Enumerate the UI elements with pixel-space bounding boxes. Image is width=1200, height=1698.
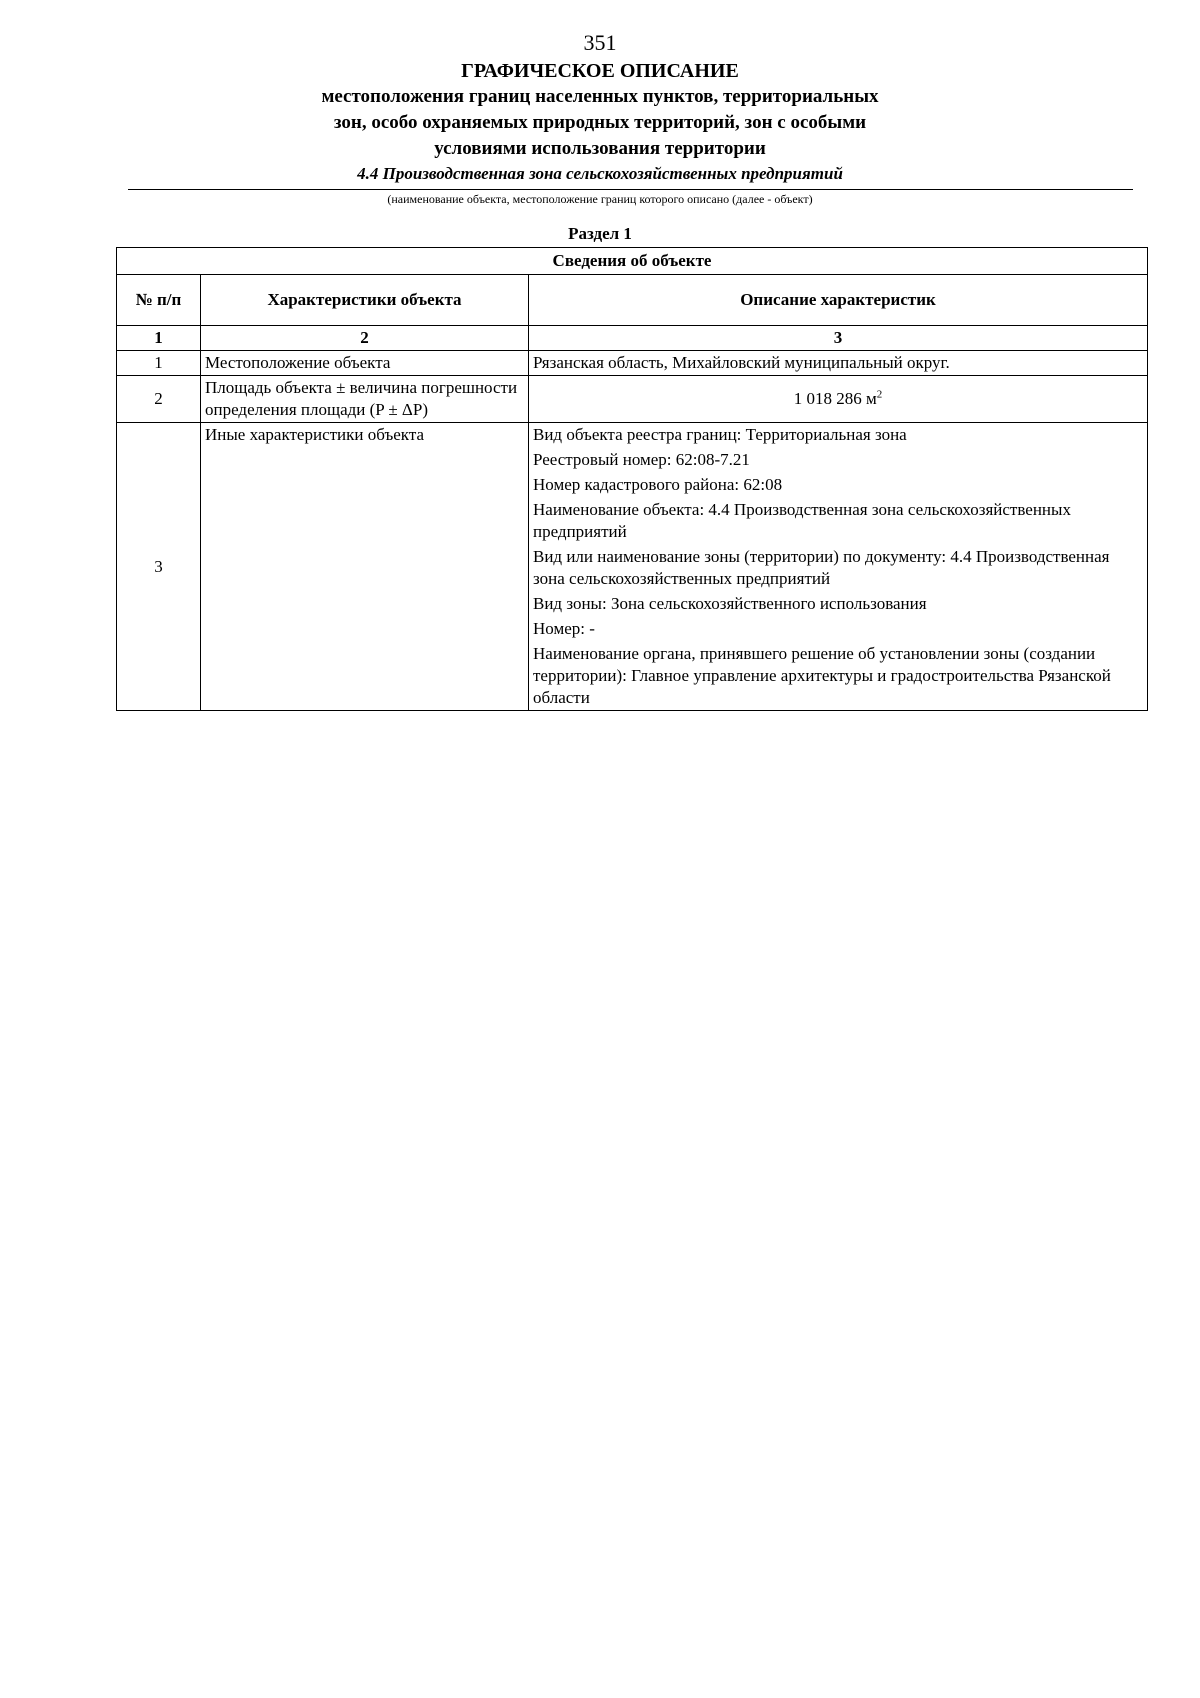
object-name: 4.4 Производственная зона сельскохозяйственных предприятий <box>357 164 843 183</box>
table-header-row <box>117 275 1148 326</box>
object-caption: (наименование объекта, местоположение границ которого описано (далее - объект) <box>387 192 813 206</box>
area-unit-superscript: 2 <box>876 388 883 401</box>
description-line: Реестровый номер: 62:08-7.21 <box>533 450 750 469</box>
column-number: 3 <box>529 326 1148 351</box>
column-number-row <box>117 326 1148 351</box>
description-line: Вид зоны: Зона сельскохозяйственного использования <box>533 594 927 613</box>
page-number: 351 <box>583 30 617 55</box>
row-characteristic: Иные характеристики объекта <box>201 423 529 711</box>
description-line: Вид или наименование зоны (территории) по документу: 4.4 Производственная зона сельскохозяйственных предприятий <box>533 547 1110 588</box>
column-number: 2 <box>201 326 529 351</box>
row-description: Рязанская область, Михайловский муниципальный округ. <box>529 351 1148 376</box>
row-num: 3 <box>117 423 201 711</box>
section-title: Раздел 1 <box>568 224 632 243</box>
table-row <box>117 376 1148 423</box>
column-number: 1 <box>117 326 201 351</box>
column-header-characteristic: Характеристики объекта <box>201 275 529 326</box>
row-description-list <box>529 423 1148 711</box>
document-subtitle-line-3: условиями использования территории <box>434 138 766 159</box>
table-caption: Сведения об объекте <box>117 248 1148 275</box>
table-caption-row <box>117 248 1148 275</box>
description-line: Номер кадастрового района: 62:08 <box>533 475 783 494</box>
description-line: Наименование объекта: 4.4 Производственная зона сельскохозяйственных предприятий <box>533 500 1071 541</box>
column-header-description: Описание характеристик <box>529 275 1148 326</box>
row-num: 2 <box>117 376 201 423</box>
document-subtitle-line-1: местоположения границ населенных пунктов, территориальных <box>321 86 879 107</box>
row-characteristic: Местоположение объекта <box>201 351 529 376</box>
document-title: ГРАФИЧЕСКОЕ ОПИСАНИЕ <box>461 60 739 82</box>
object-name-underline <box>128 189 1133 190</box>
row-num: 1 <box>117 351 201 376</box>
table-row <box>117 351 1148 376</box>
area-value-text: 1 018 286 м <box>793 389 877 408</box>
column-header-num: № п/п <box>117 275 201 326</box>
description-line: Номер: - <box>533 619 595 638</box>
description-line: Наименование органа, принявшего решение об установлении зоны (создании территории): Главное управление архитектуры и градостроительства Рязанской области <box>533 644 1111 707</box>
row-area-value <box>529 376 1148 423</box>
document-header <box>0 58 1200 186</box>
row-characteristic: Площадь объекта ± величина погрешности определения площади (P ± ΔP) <box>201 376 529 423</box>
table-row <box>117 423 1148 711</box>
description-line: Вид объекта реестра границ: Территориальная зона <box>533 425 907 444</box>
object-info-table <box>116 247 1148 711</box>
document-subtitle-line-2: зон, особо охраняемых природных территорий, зон с особыми <box>333 112 867 133</box>
